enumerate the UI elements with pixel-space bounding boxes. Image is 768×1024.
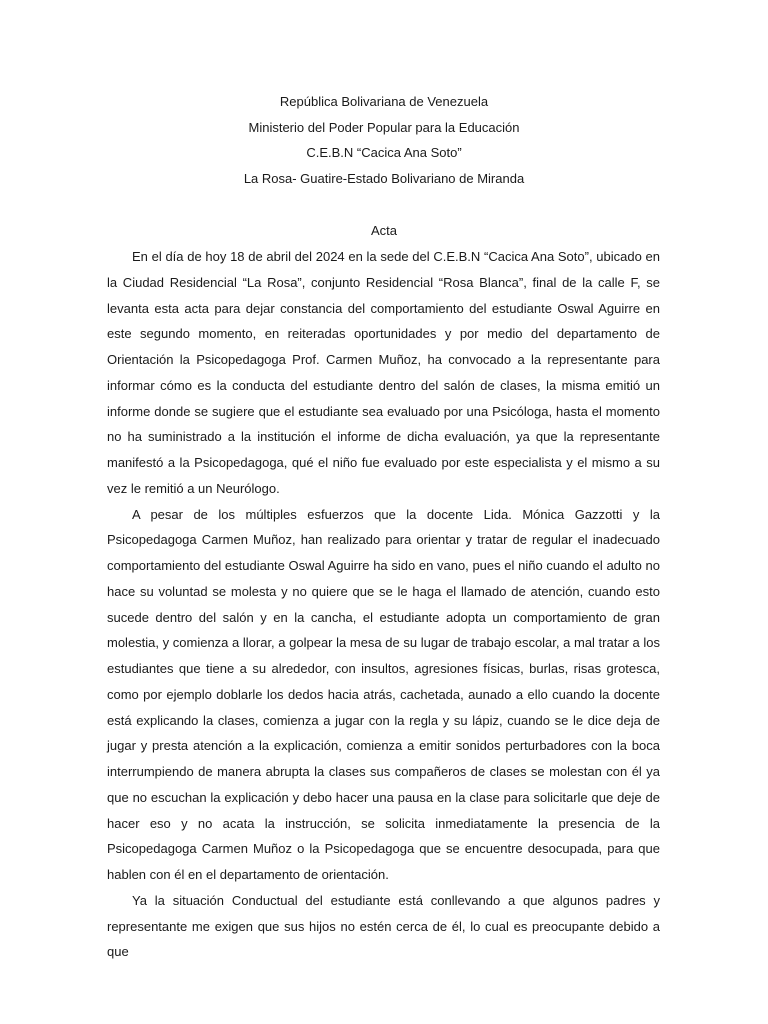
header-school: C.E.B.N “Cacica Ana Soto”: [306, 145, 462, 160]
body-paragraph-2: A pesar de los múltiples esfuerzos que la docente Lida. Mónica Gazzotti y la Psicopedagoga Carmen Muñoz, han realizado para orientar y tratar de regular el inadecuado comportamiento del estudiante Oswal Aguirre ha sido en vano, pues el niño cuando el adulto no hace su voluntad se molesta y no quiere que se le haga el llamado de atención, cuando esto sucede dentro del salón y en la cancha, el estudiante adopta un comportamiento de gran molestia, y comienza a llorar, a golpear la mesa de su lugar de trabajo escolar, a mal tratar a los estudiantes que tiene a su alrededor, con insultos, agresiones físicas, burlas, risas grotesca, como por ejemplo doblarle los dedos hacia atrás, cachetada, aunado a ello cuando la docente está explicando la clases, comienza a jugar con la regla y su lápiz, cuando se le dice deja de jugar y presta atención a la explicación, comienza a emitir sonidos perturbadores con la boca interrumpiendo de manera abrupta la clases sus compañeros de clases se molestan con él ya que no escuchan la explicación y debo hacer una pausa en la clase para solicitarle que deje de hacer eso y no acata la instrucción, se solicita inmediatamente la presencia de la Psicopedagoga Carmen Muñoz o la Psicopedagoga que se encuentre desocupada, para que hablen con él en el departamento de orientación.: [107, 506, 660, 882]
body-paragraph-1: En el día de hoy 18 de abril del 2024 en la sede del C.E.B.N “Cacica Ana Soto”, ubicado en la Ciudad Residencial “La Rosa”, conjunto Residencial “Rosa Blanca”, final de la calle F, se levanta esta acta para dejar constancia del comportamiento del estudiante Oswal Aguirre en este segundo momento, en reiteradas oportunidades y por medio del departamento de Orientación la Psicopedagoga Prof. Carmen Muñoz, ha convocado a la representante para informar cómo es la conducta del estudiante dentro del salón de clases, la misma emitió un informe donde se sugiere que el estudiante sea evaluado por una Psicóloga, hasta el momento no ha suministrado a la institución el informe de dicha evaluación, ya que la representante manifestó a la Psicopedagoga, qué el niño fue evaluado por este especialista y el mismo a su vez le remitió a un Neurólogo.: [107, 249, 660, 496]
body-paragraph-3: Ya la situación Conductual del estudiante está conllevando a que algunos padres y representante me exigen que sus hijos no estén cerca de él, lo cual es preocupante debido a que: [107, 892, 660, 960]
document-header: [0, 89, 768, 191]
document-body: [107, 244, 660, 965]
header-country: República Bolivariana de Venezuela: [279, 94, 489, 109]
document-title: Acta: [370, 223, 397, 238]
header-location: La Rosa- Guatire-Estado Bolivariano de Miranda: [243, 170, 525, 186]
header-ministry: Ministerio del Poder Popular para la Educación: [248, 119, 520, 135]
